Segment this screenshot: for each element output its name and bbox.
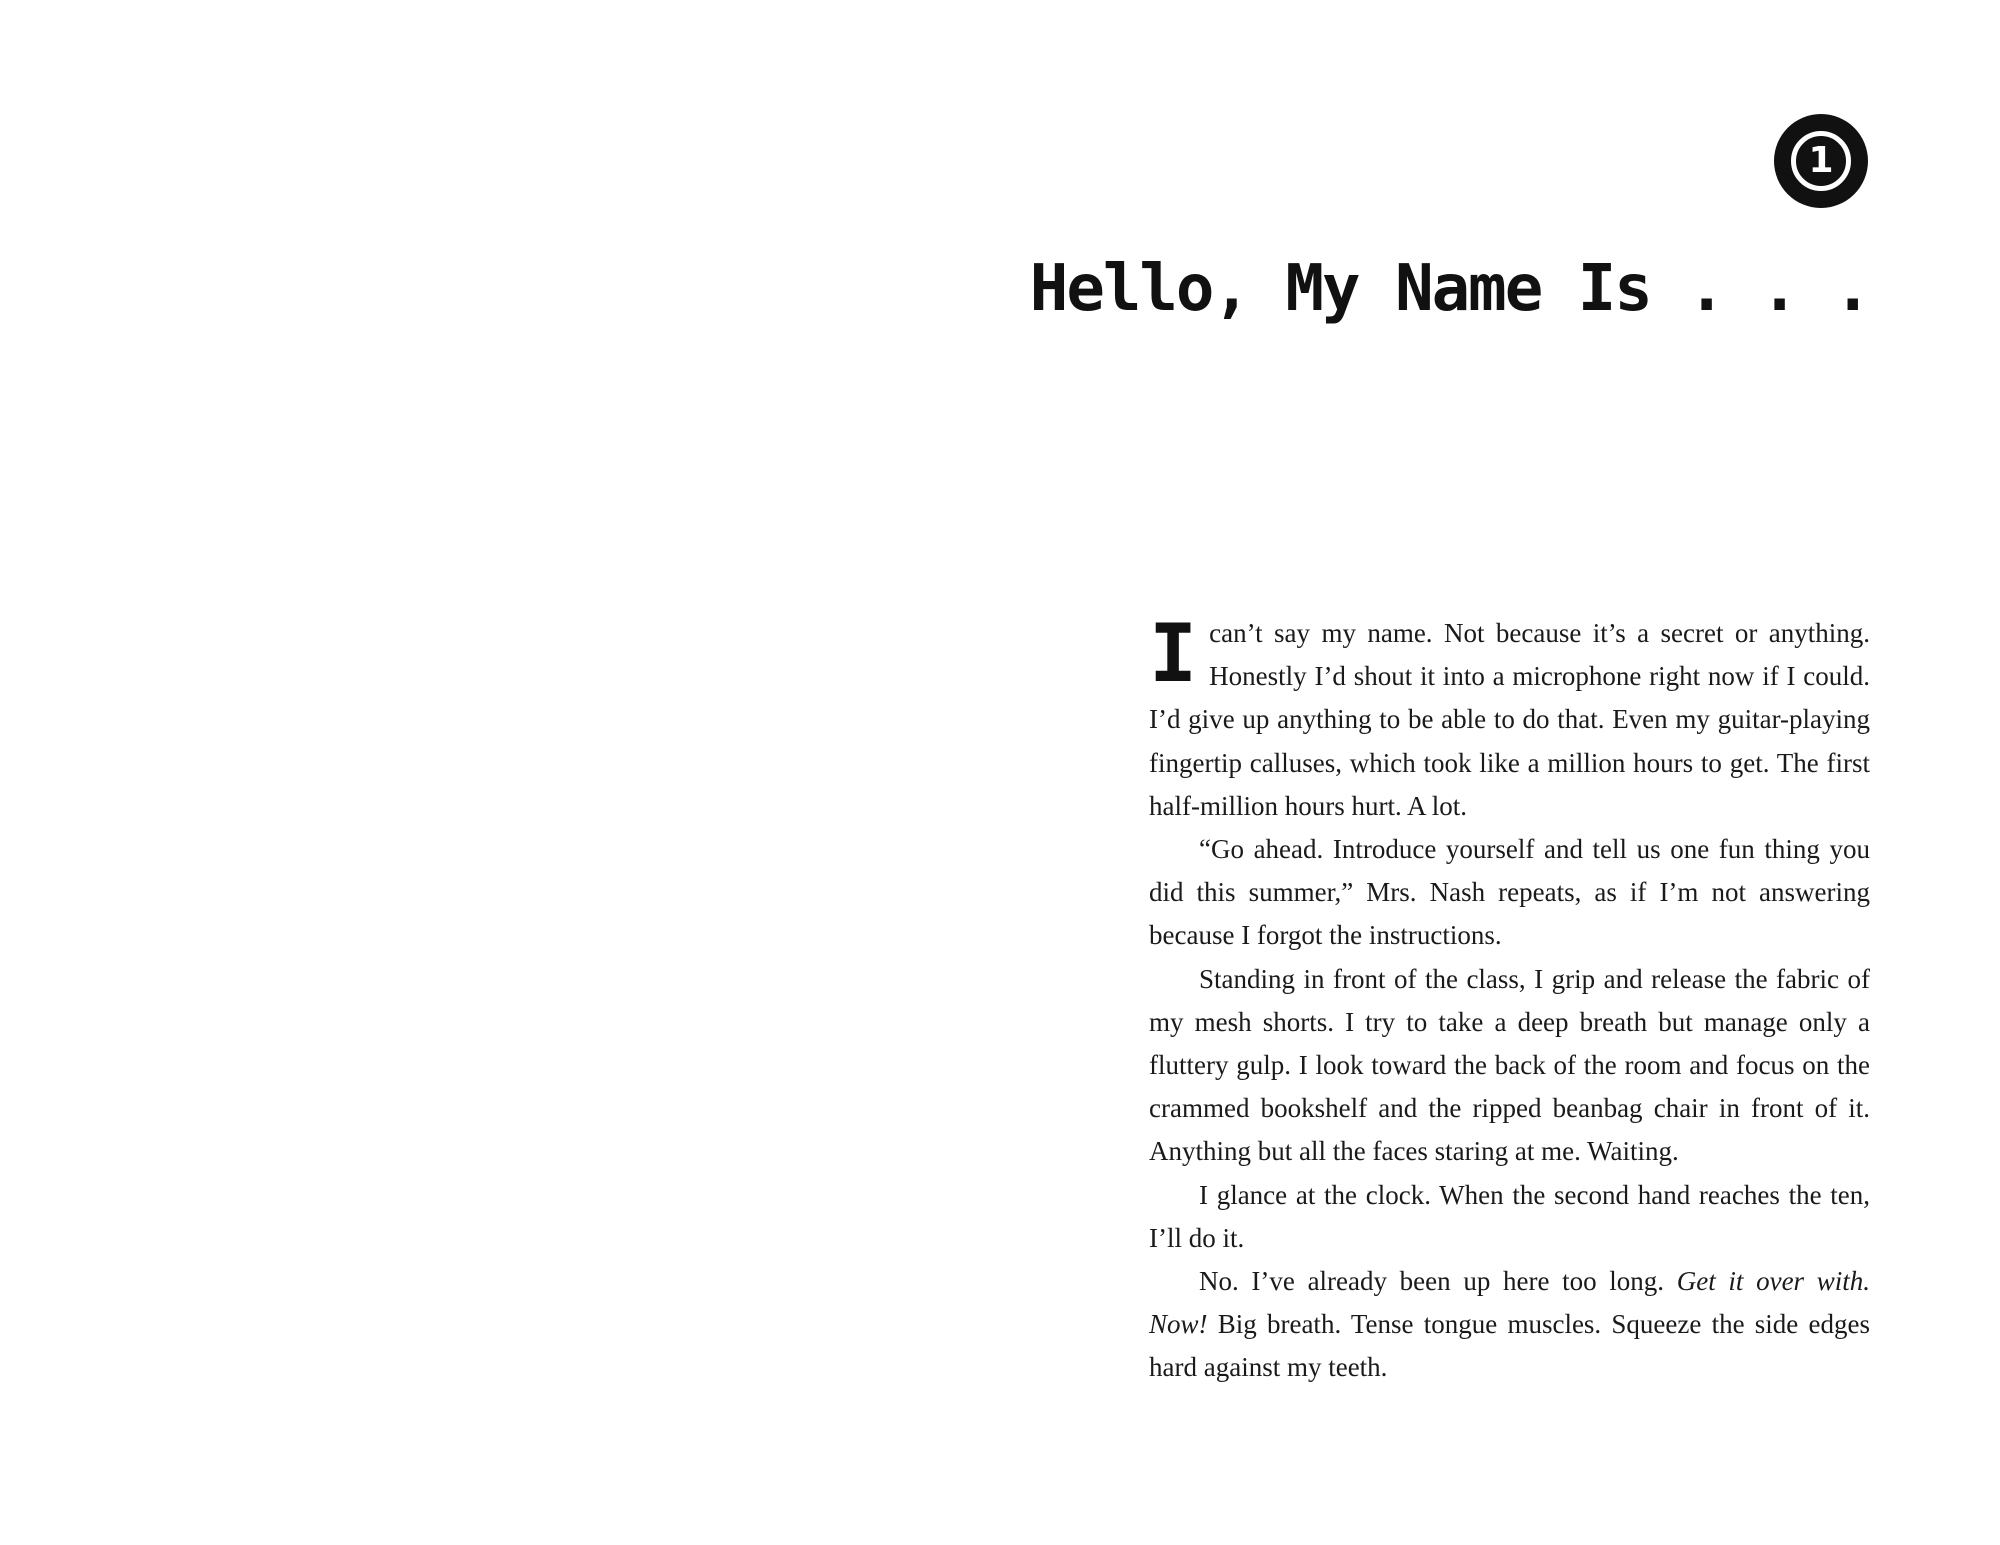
paragraph-1-text: can’t say my name. Not because it’s a secret or anything. Honestly I’d shout it into a microphone right now if I could. I’d give up anything to be able to do that. Even my guitar-playing fingertip calluses, which took like a million hours to get. The first half-million hours hurt. A lot. <box>1149 618 1870 821</box>
paragraph-5-italic: Get it over with. Now! <box>1149 1266 1870 1340</box>
chapter-body <box>1149 607 1870 1390</box>
paragraph-5 <box>1149 1260 1870 1390</box>
paragraph-3: Standing in front of the class, I grip and release the fabric of my mesh shorts. I try to take a deep breath but manage only a fluttery gulp. I look toward the back of the room and focus on the crammed bookshelf and the ripped beanbag chair in front of it. Anything but all the faces staring at me. Waiting. <box>1149 963 1870 1167</box>
chapter-title: Hello, My Name Is . . . <box>1029 252 1870 326</box>
chapter-number-badge <box>1774 114 1868 208</box>
paragraph-2: “Go ahead. Introduce yourself and tell us one fun thing you did this summer,” Mrs. Nash repeats, as if I’m not answering because I forgot the instructions. <box>1149 834 1870 951</box>
chapter-number: 1 <box>1791 131 1851 191</box>
right-page <box>1000 0 2000 1545</box>
drop-cap: I <box>1149 607 1198 700</box>
paragraph-5-start: No. I’ve already been up here too long. <box>1199 1266 1677 1297</box>
paragraph-4: I glance at the clock. When the second hand reaches the ten, I’ll do it. <box>1149 1179 1870 1253</box>
paragraph-5-end: Big breath. Tense tongue muscles. Squeeze the side edges hard against my teeth. <box>1149 1309 1870 1383</box>
paragraph-1 <box>1149 607 1870 828</box>
